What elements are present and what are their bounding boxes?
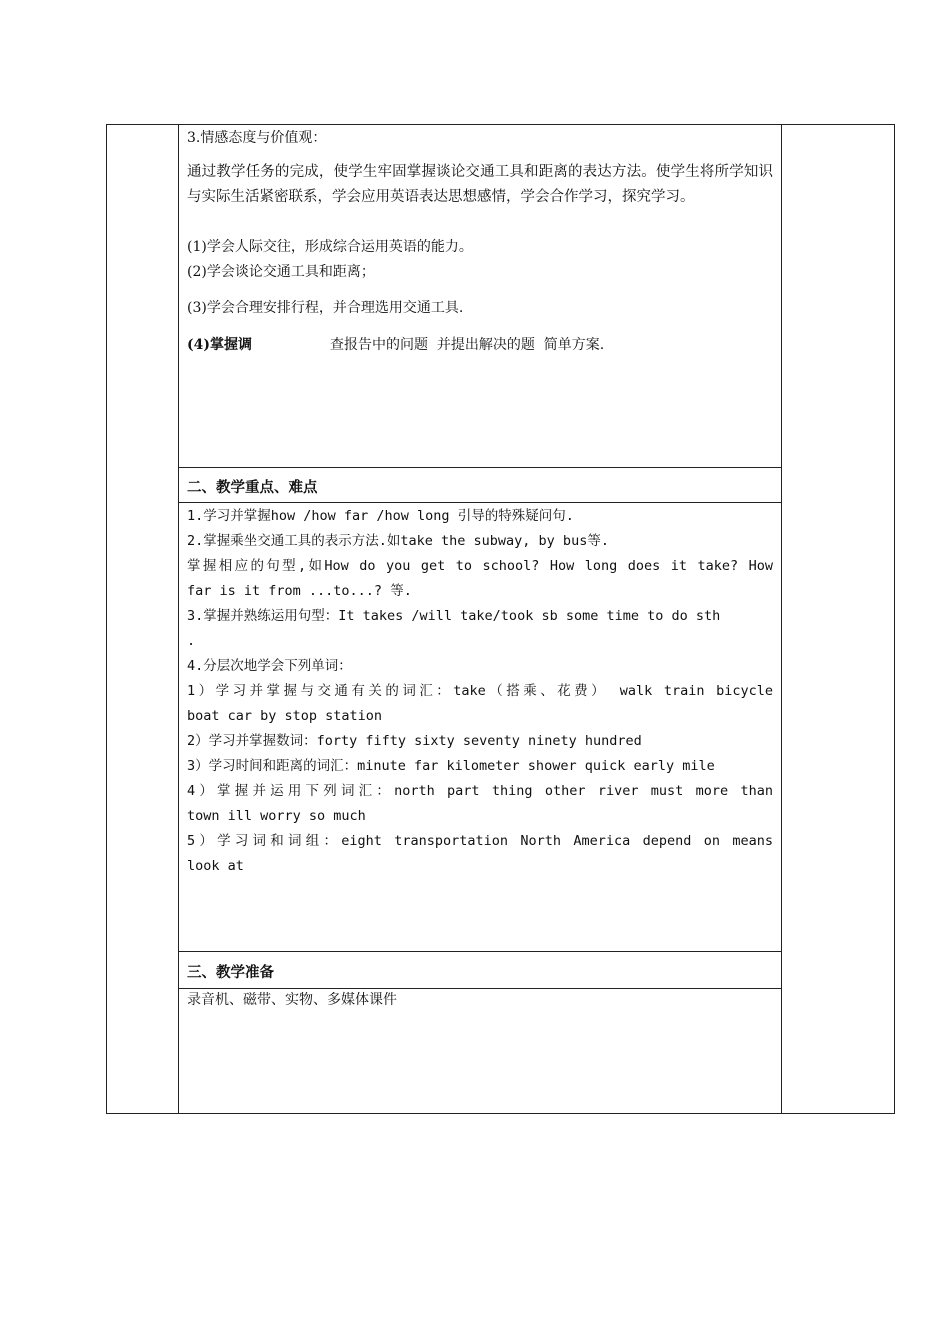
key-point-line: 4）掌握并运用下列词汇：north part thing other river must more than (187, 783, 773, 799)
key-point-line: 1）学习并掌握与交通有关的词汇：take（搭乘、花费） walk train bicycle (187, 683, 773, 699)
attitudes-paragraph: 通过教学任务的完成，使学生牢固掌握谈论交通工具和距离的表达方法。使学生将所学知识与实际生活紧密联系，学会应用英语表达思想感情，学会合作学习，探究学习。 (187, 164, 773, 205)
attitude-item: (3)学会合理安排行程，并合理选用交通工具. (187, 300, 464, 316)
row-divider (178, 951, 781, 952)
column-divider-left (178, 124, 179, 1114)
preparation-content: 录音机、磁带、实物、多媒体课件 (187, 992, 397, 1008)
key-point-line: 4.分层次地学会下列单词： (187, 658, 352, 674)
row-divider (178, 502, 781, 503)
key-point-line: 1.学习并掌握how /how far /how long 引导的特殊疑问句. (187, 508, 574, 524)
key-point-line: 2.掌握乘坐交通工具的表示方法.如take the subway, by bus等. (187, 533, 609, 549)
attitude-item: (4)掌握调 (187, 337, 252, 353)
key-point-line: 2）学习并掌握数词：forty fifty sixty seventy ninety hundred (187, 733, 642, 749)
key-point-line: 5）学习词和词组：eight transportation North America depend on means (187, 833, 773, 849)
key-point-line: look at (187, 858, 244, 874)
key-point-line: far is it from ...to...? 等. (187, 583, 412, 599)
key-point-line: 3）学习时间和距离的词汇：minute far kilometer shower quick early mile (187, 758, 715, 774)
key-point-line: . (187, 633, 196, 649)
key-point-line: 掌握相应的句型,如How do you get to school? How long does it take? How (187, 558, 773, 574)
key-point-line: boat car by stop station (187, 708, 383, 724)
key-point-line: town ill worry so much (187, 808, 366, 824)
attitude-item-continuation: 查报告中的问题 并提出解决的题 简单方案. (330, 337, 605, 353)
attitude-item: (1)学会人际交往，形成综合运用英语的能力。 (187, 239, 473, 255)
section-title-preparation: 三、教学准备 (187, 965, 274, 981)
section-title-key-points: 二、教学重点、难点 (187, 480, 318, 496)
attitude-item: (2)学会谈论交通工具和距离； (187, 264, 375, 280)
column-divider-right (781, 124, 782, 1114)
section-heading-attitudes: 3.情感态度与价值观： (187, 130, 327, 146)
row-divider (178, 467, 781, 468)
key-point-line: 3.掌握并熟练运用句型：It takes /will take/took sb some time to do sth (187, 608, 721, 624)
